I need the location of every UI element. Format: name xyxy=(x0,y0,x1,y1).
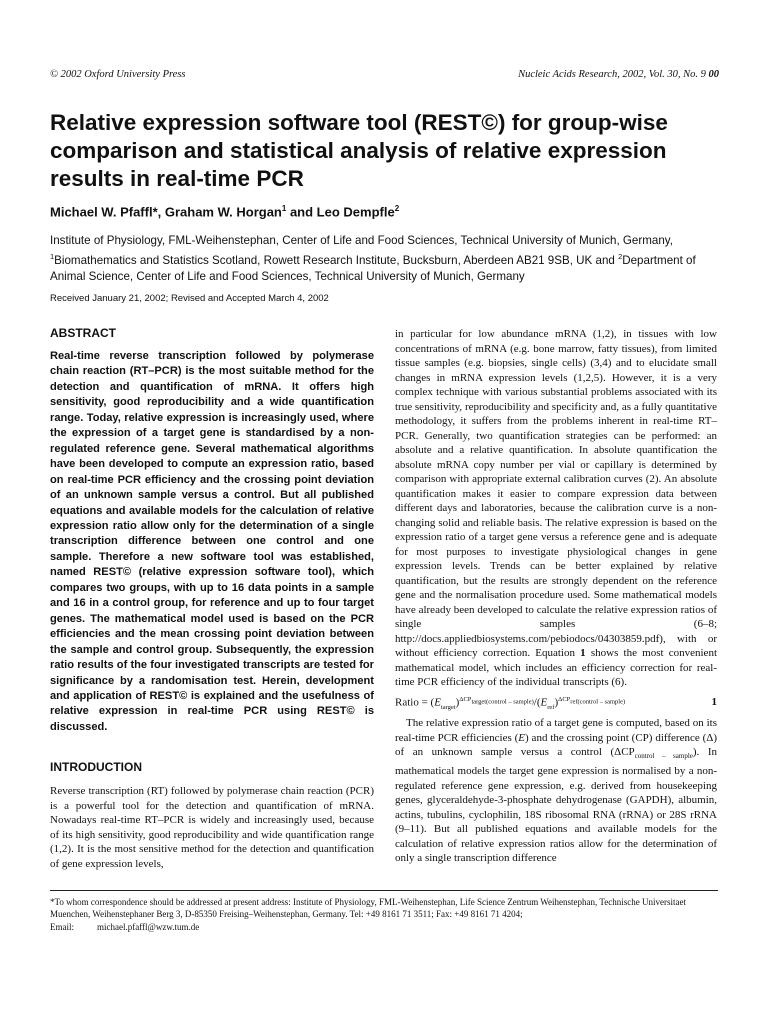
body-paragraph-2-part-c: ). In mathematical models the target gene expression is normalised by a non-regulated reference gene expression, e.g. derived from housekeeping genes, glyceraldehyde-3-phosphate dehydrogenase (GAPDH), albumin, actins, tubulins, cyclophilin, 18S ribosomal RNA (rRNA) or 28S rRNA (9–11). But all published equations and available models for the calculation of relative expression ratios allow for the determination of only a single transcription difference xyxy=(395,746,717,865)
eq-exp-2 xyxy=(558,696,625,703)
eq-rparen-1: ) xyxy=(455,696,460,709)
author-names-2: and Leo Dempfle xyxy=(286,204,395,220)
eq-lhs: Ratio = ( xyxy=(395,696,435,709)
footnote xyxy=(50,896,718,933)
footnote-text: *To whom correspondence should be addressed at present address: Institute of Physiology, FML-Weihenstephan, Life Science Zentrum Weihenstephan, Technische Universitaet Muenchen, Weihenstephaner Berg 3, D-85350 Freising–Weihenstephan, Germany. Tel: +49 8161 71 3511; Fax: +49 8161 71 4204; xyxy=(50,897,686,920)
journal-citation xyxy=(518,69,719,80)
journal-citation-text: Nucleic Acids Research, 2002, Vol. 30, No. 9 xyxy=(518,69,706,80)
left-column xyxy=(50,326,374,871)
author-names-1: Michael W. Pfaffl*, Graham W. Horgan xyxy=(50,204,282,220)
affiliation-mark-1: 1 xyxy=(50,252,55,261)
affiliation-part-3: Department of Animal Science, Center of Life and Food Sciences, Technical University of Munich, Germany xyxy=(50,253,696,283)
equation-number: 1 xyxy=(711,696,717,709)
affiliation-part-2: Biomathematics and Statistics Scotland, Rowett Research Institute, Bucksburn, Aberdeen AB21 9SB, UK and xyxy=(54,253,619,267)
body-paragraph-2-sub: control – sample xyxy=(634,752,693,761)
abstract-text: Real-time reverse transcription followed by polymerase chain reaction (RT–PCR) is the most suitable method for the detection and quantification of mRNA. It offers high sensitivity, good reproducibility and a wide quantification range. Today, relative expression is increasingly used, where the expression of a target gene is standardised by a non-regulated reference gene. Several mathematical algorithms have been developed to compute an expression ratio, based on real-time PCR efficiency and the crossing point deviation of an unknown sample versus a control. But all published equations and available models for the calculation of relative expression ratio allow only for the determination of a single transcription difference between one control and one sample. Therefore a new software tool was established, named REST© (relative expression software tool), which compares two groups, with up to 16 data points in a sample and 16 in a control group, for reference and up to four target genes. The mathematical model used is based on the PCR efficiencies and the mean crossing point deviation between the sample and control group. Subsequently, the expression ratio results of the four investigated transcripts are tested for significance by a randomisation test. Herein, development and application of REST© is explained and the usefulness of relative expression in real-time PCR using REST© is discussed. xyxy=(50,350,374,733)
body-paragraph-1-end: shows the most convenient mathematical model, which includes an efficiency correction for real-time PCR efficiency of the individual transcripts (6). xyxy=(395,647,717,688)
body-paragraph-1-text: in particular for low abundance mRNA (1,2), in tissues with low concentrations of mRNA (e.g. bone marrow, fatty tissues), from limited tissue samples (e.g. biopsies, single cells) (3,4) and to elucidate small changes in mRNA expression levels (1,2,5). However, it is a very complex technique with various substantial problems associated with its true sensitivity, reproducibility and specificity and, as a fully quantitative methodology, it suffers from the problems inherent in real-time RT–PCR. Generally, two quantification strategies can be performed: an absolute and a relative quantification. In absolute quantification the absolute mRNA copy number per vial or capillary is determined by comparison with appropriate external calibration curves (2). An absolute quantification makes it easier to compare expression data between different days and laboratories, because the calibration curve is a non-changing solid and reliable basis. The relative expression is based on the expression ratio of a target gene versus a reference gene and is adequate for most purposes to investigate physiological changes in gene expression levels. Trends can be better explained by relative quantification, but the results are strongly dependent on the reference gene and the normalisation procedure used. Some mathematical models have already been developed to calculate the relative expression ratios of single samples (6–8; http://docs.appliedbiosystems.com/pebiodocs/04303859.pdf), with or without efficiency correction. Equation xyxy=(395,328,717,659)
right-column xyxy=(395,327,717,866)
body-paragraph-2 xyxy=(395,716,717,865)
eq-rparen-2: ) xyxy=(554,696,559,709)
received-dates: Received January 21, 2002; Revised and Accepted March 4, 2002 xyxy=(50,293,329,304)
affiliations xyxy=(50,233,730,285)
eq-exp-1 xyxy=(459,696,533,703)
eq-e-ref: E xyxy=(540,696,548,709)
eq-exp-2-sub: ref(control – sample) xyxy=(570,697,626,705)
equation-body xyxy=(395,696,625,711)
eq-e-target-sub: target xyxy=(440,703,456,711)
footnote-email: michael.pfaffl@wzw.tum.de xyxy=(97,921,200,932)
body-paragraph-2-part-b: ) and the crossing point (CP) difference (Δ) of an unknown sample versus a control (ΔCP xyxy=(395,731,717,759)
equation-reference: 1 xyxy=(580,647,586,659)
eq-exp-2-base: ΔCP xyxy=(558,695,571,703)
author-affil-mark-1: 1 xyxy=(281,204,287,213)
eq-exp-1-sub: target(control – sample) xyxy=(471,697,534,705)
eq-slash: /( xyxy=(533,696,541,709)
eq-exp-1-base: ΔCP xyxy=(459,695,472,703)
abstract-heading: ABSTRACT xyxy=(50,326,116,340)
eq-e-target: E xyxy=(434,696,441,709)
affiliation-mark-2: 2 xyxy=(618,252,623,261)
journal-copyright: © 2002 Oxford University Press xyxy=(50,69,186,80)
author-affil-mark-2: 2 xyxy=(394,204,400,213)
affiliation-part-1: Institute of Physiology, FML-Weihenstephan, Center of Life and Food Sciences, Technical University of Munich, Germany, xyxy=(50,234,673,247)
equation-1 xyxy=(395,696,717,711)
body-paragraph-2-e: E xyxy=(518,731,526,744)
author-list xyxy=(50,204,399,219)
eq-e-ref-sub: ref xyxy=(547,703,555,711)
page-number: 00 xyxy=(708,69,719,80)
footnote-rule xyxy=(50,890,718,891)
introduction-text: Reverse transcription (RT) followed by polymerase chain reaction (PCR) is a powerful tool for the detection and quantification of mRNA. Nowadays real-time RT–PCR is widely and increasingly used, because of its high sensitivity, good reproducibility and wide quantification range (1,2). It is the most sensitive method for the detection and quantification of gene expression levels, xyxy=(50,785,374,870)
footnote-email-label: Email: xyxy=(50,921,74,932)
body-paragraph-1 xyxy=(395,327,717,690)
paper-title: Relative expression software tool (REST©) for group-wise comparison and statistical analysis of relative expression results in real-time PCR xyxy=(50,110,668,191)
introduction-heading: INTRODUCTION xyxy=(50,760,142,775)
body-paragraph-2-part-a: The relative expression ratio of a target gene is computed, based on its real-time PCR efficiencies ( xyxy=(395,717,717,744)
